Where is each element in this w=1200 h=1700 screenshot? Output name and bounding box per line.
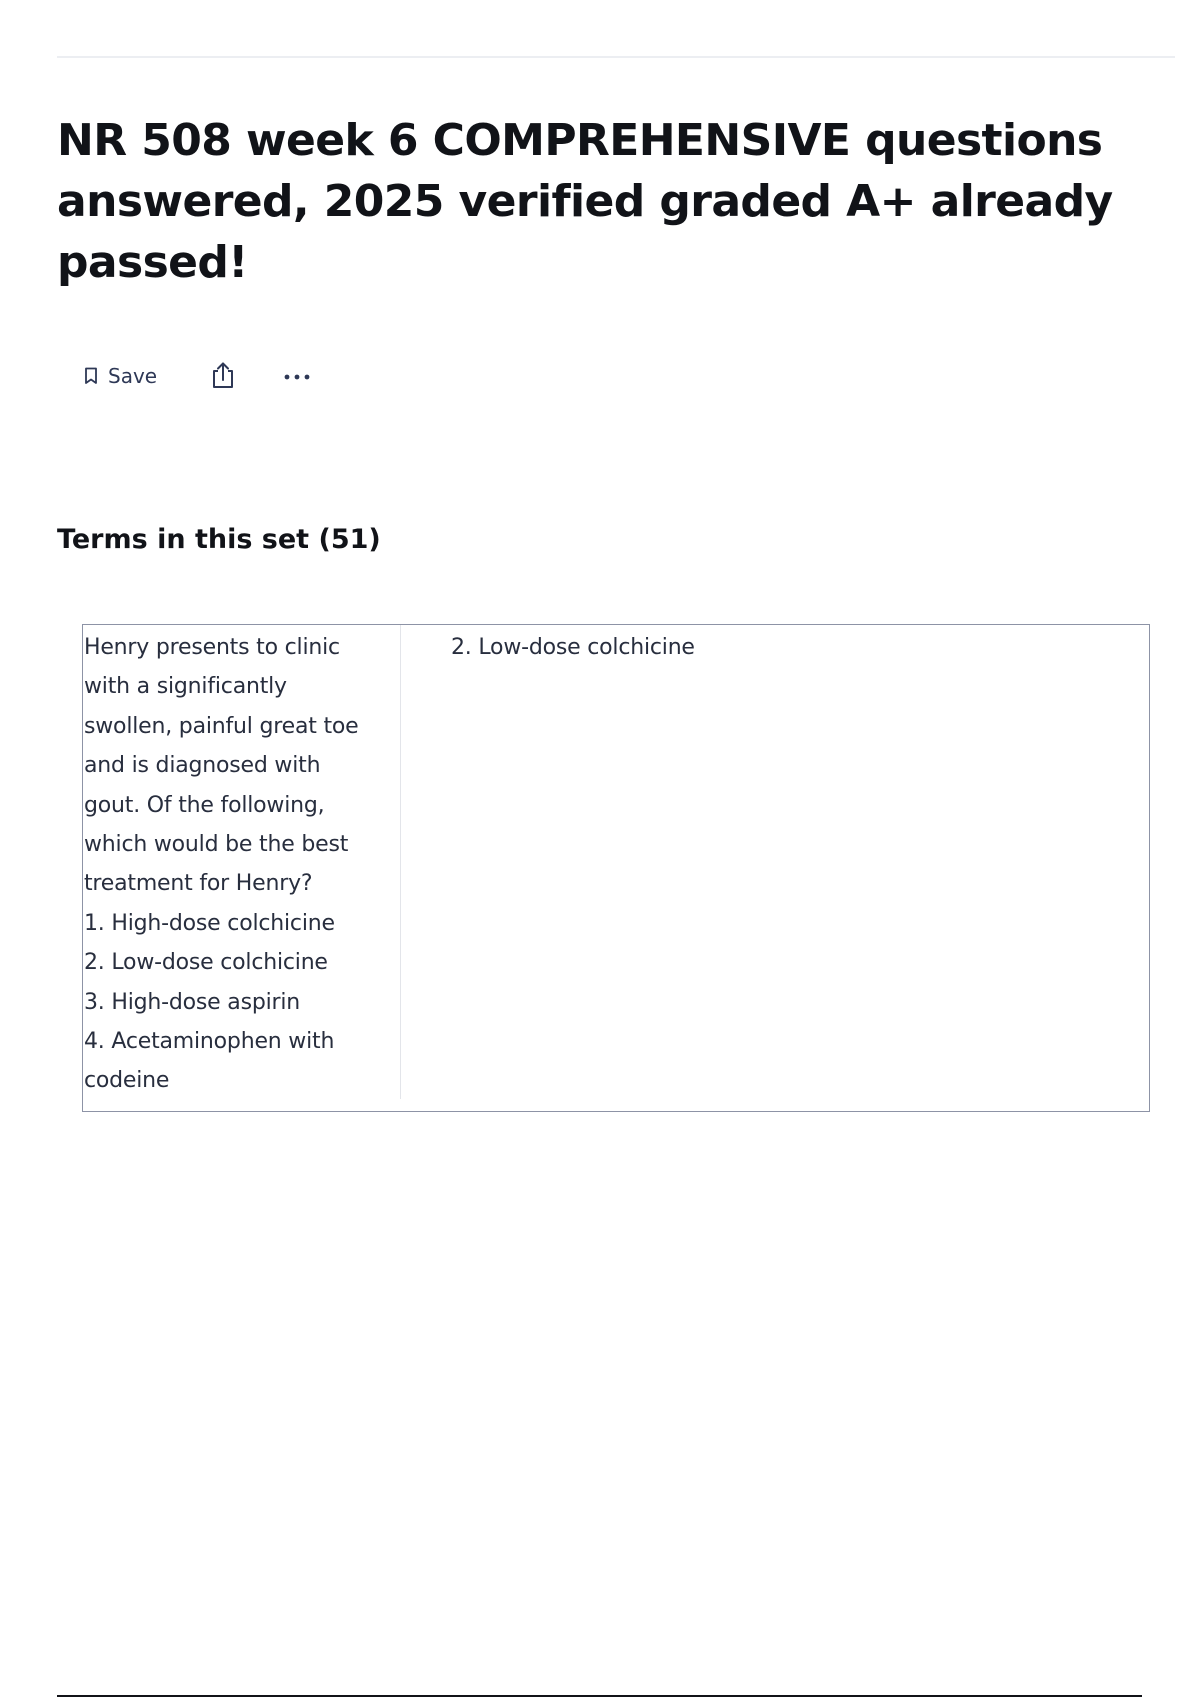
top-divider <box>57 56 1175 58</box>
more-options-button[interactable] <box>283 369 311 384</box>
share-icon <box>210 361 236 392</box>
bookmark-icon <box>84 367 98 385</box>
term-text: Henry presents to clinic with a significantly swollen, painful great toe and is diagnosed with gout. Of the following, which would be the best treatment for Henry? 1. High-dose colchicine 2. Low-dose colchicine 3. High-dose aspirin 4. Acetaminophen with codeine <box>84 635 359 1094</box>
more-options-icon <box>283 369 311 384</box>
page-title: NR 508 week 6 COMPREHENSIVE questions answered, 2025 verified graded A+ already passed! <box>57 115 1113 288</box>
terms-count-heading: Terms in this set (51) <box>57 524 381 555</box>
bottom-divider <box>57 1695 1142 1697</box>
definition-text: 2. Low-dose colchicine <box>451 635 695 660</box>
share-button[interactable] <box>210 361 236 392</box>
save-button[interactable] <box>84 364 157 388</box>
term-side <box>83 625 401 1099</box>
action-toolbar <box>84 355 311 397</box>
term-card[interactable] <box>82 624 1150 1112</box>
save-label: Save <box>108 364 158 388</box>
